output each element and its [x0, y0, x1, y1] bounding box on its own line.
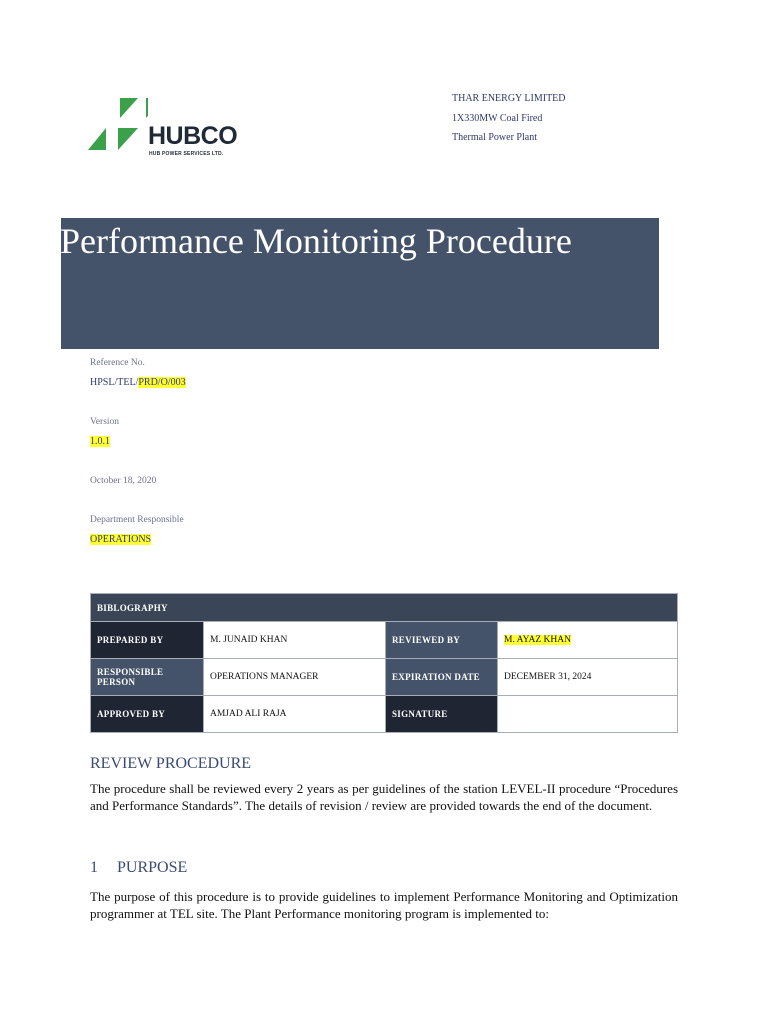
signature-value: [498, 696, 678, 733]
document-date: October 18, 2020: [90, 476, 157, 486]
department-name: OPERATIONS: [90, 534, 152, 545]
department-label: Department Responsible: [90, 515, 184, 525]
purpose-text: The purpose of this procedure is to provide guidelines to implement Performance Monitoring and Optimization programmer at TEL site. The Plant Performance monitoring program is implemented to:: [90, 889, 678, 921]
expiration-label: EXPIRATION DATE: [386, 659, 498, 696]
expiration-value: DECEMBER 31, 2024: [498, 659, 678, 696]
reference-code: PRD/O/003: [138, 377, 186, 388]
plant-capacity: 1X330MW Coal Fired: [452, 113, 543, 124]
version-label: Version: [90, 417, 120, 427]
review-heading: REVIEW PROCEDURE: [90, 755, 252, 772]
version-value: [90, 436, 110, 447]
prepared-by-label: PREPARED BY: [91, 622, 204, 659]
version-number: 1.0.1: [90, 436, 110, 447]
signature-label: SIGNATURE: [386, 696, 498, 733]
approved-by-label: APPROVED BY: [91, 696, 204, 733]
purpose-heading: PURPOSE: [117, 859, 188, 876]
table-header: BIBLOGRAPHY: [91, 594, 678, 622]
reference-prefix: HPSL/TEL/: [90, 377, 139, 388]
prepared-by-value: M. JUNAID KHAN: [204, 622, 386, 659]
table-row: [91, 696, 678, 733]
hubco-logo-mark-icon: [88, 96, 148, 152]
table-row: [91, 622, 678, 659]
responsible-value: OPERATIONS MANAGER: [204, 659, 386, 696]
responsible-label: RESPONSIBLE PERSON: [91, 659, 204, 696]
approved-by-value: AMJAD ALI RAJA: [204, 696, 386, 733]
logo-subtitle: HUB POWER SERVICES LTD.: [149, 151, 224, 157]
company-name: THAR ENERGY LIMITED: [452, 93, 566, 104]
table-row: [91, 659, 678, 696]
department-value: [90, 534, 151, 545]
document-title: Performance Monitoring Procedure: [60, 221, 572, 261]
reviewed-by-value: [498, 622, 678, 659]
reviewer-name: M. AYAZ KHAN: [504, 635, 571, 645]
reference-number: [90, 377, 186, 388]
reference-label: Reference No.: [90, 358, 145, 368]
bibliography-table: [90, 593, 678, 733]
hubco-logo: [88, 96, 238, 160]
purpose-number: 1: [90, 859, 98, 876]
reviewed-by-label: REVIEWED BY: [386, 622, 498, 659]
plant-type: Thermal Power Plant: [452, 132, 537, 143]
logo-wordmark: HUBCO: [148, 122, 238, 150]
review-text: The procedure shall be reviewed every 2 years as per guidelines of the station LEVEL-II procedure “Procedures and Performance Standards”. The details of revision / review are provided towards the end of the document.: [90, 781, 678, 813]
